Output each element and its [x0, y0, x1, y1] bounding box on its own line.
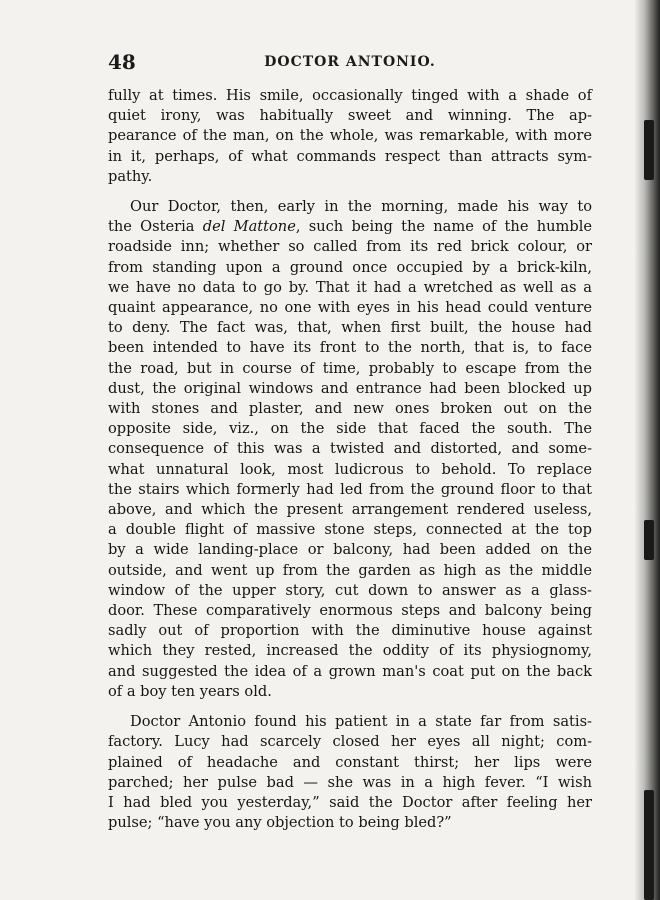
text-fragment: the Osteria [108, 218, 203, 236]
text-line: sadly out of proportion with the diminutive house against [108, 622, 592, 640]
text-line: by a wide landing-place or balcony, had been added on the [108, 541, 592, 559]
text-line: parched; her pulse bad — she was in a high fever. “I wish [108, 773, 592, 791]
text-line: what unnatural look, most ludicrous to behold. To replace [108, 460, 592, 478]
text-line: I had bled you yesterday,” said the Doctor after feeling her [108, 793, 592, 811]
text-line: window of the upper story, cut down to answer as a glass- [108, 581, 592, 599]
text-line: with stones and plaster, and new ones broken out on the [108, 400, 592, 418]
text-line: from standing upon a ground once occupied by a brick-kiln, [108, 258, 592, 276]
text-line: which they rested, increased the oddity of its physiognomy, [108, 642, 592, 660]
paragraph-2 [108, 197, 592, 702]
text-line: opposite side, viz., on the side that faced the south. The [108, 420, 592, 438]
text-line: dust, the original windows and entrance had been blocked up [108, 379, 592, 397]
text-line: the road, but in course of time, probably to escape from the [108, 359, 592, 377]
text-line: we have no data to go by. That it had a wretched as well as a [108, 278, 592, 296]
text-line-with-italic [108, 217, 592, 237]
text-line: roadside inn; whether so called from its red brick colour, or [108, 238, 592, 256]
text-line: of a boy ten years old. [108, 682, 272, 700]
text-line: plained of headache and constant thirst; her lips were [108, 753, 592, 771]
running-head: DOCTOR ANTONIO. [264, 54, 436, 70]
text-line: consequence of this was a twisted and distorted, and some- [108, 440, 592, 458]
text-line: and suggested the idea of a grown man's coat put on the back [108, 662, 592, 680]
text-line: quaint appearance, no one with eyes in his head could venture [108, 299, 592, 317]
text-line: pathy. [108, 167, 153, 185]
text-line: Doctor Antonio found his patient in a state far from satis- [130, 713, 592, 731]
text-line: above, and which the present arrangement rendered useless, [108, 501, 592, 519]
text-line: been intended to have its front to the north, that is, to face [108, 339, 592, 357]
text-line: quiet irony, was habitually sweet and winning. The ap- [108, 107, 592, 125]
text-fragment: , such being the name of the humble [295, 218, 593, 236]
text-line: outside, and went up from the garden as high as the middle [108, 561, 592, 579]
text-line: pulse; “have you any objection to being bled?” [108, 814, 452, 832]
paragraph-1 [108, 86, 592, 187]
text-line: fully at times. His smile, occasionally tinged with a shade of [108, 87, 592, 104]
body-text [108, 86, 592, 843]
text-line: a double flight of massive stone steps, connected at the top [108, 521, 592, 539]
page-header [108, 50, 592, 76]
edge-artifact [644, 520, 654, 560]
text-line: factory. Lucy had scarcely closed her eyes all night; com- [108, 733, 592, 751]
text-line: door. These comparatively enormous steps and balcony being [108, 602, 592, 620]
italic-phrase: del Mattone [202, 218, 296, 236]
text-line: pearance of the man, on the whole, was remarkable, with more [108, 127, 592, 145]
page-number: 48 [108, 50, 136, 74]
text-line: Our Doctor, then, early in the morning, made his way to [130, 198, 592, 216]
edge-artifact [644, 790, 654, 900]
paragraph-3 [108, 712, 592, 833]
text-line: to deny. The fact was, that, when first built, the house had [108, 319, 592, 337]
text-line: in it, perhaps, of what commands respect than attracts sym- [108, 147, 592, 165]
edge-artifact [644, 120, 654, 180]
text-line: the stairs which formerly had led from the ground floor to that [108, 480, 592, 498]
